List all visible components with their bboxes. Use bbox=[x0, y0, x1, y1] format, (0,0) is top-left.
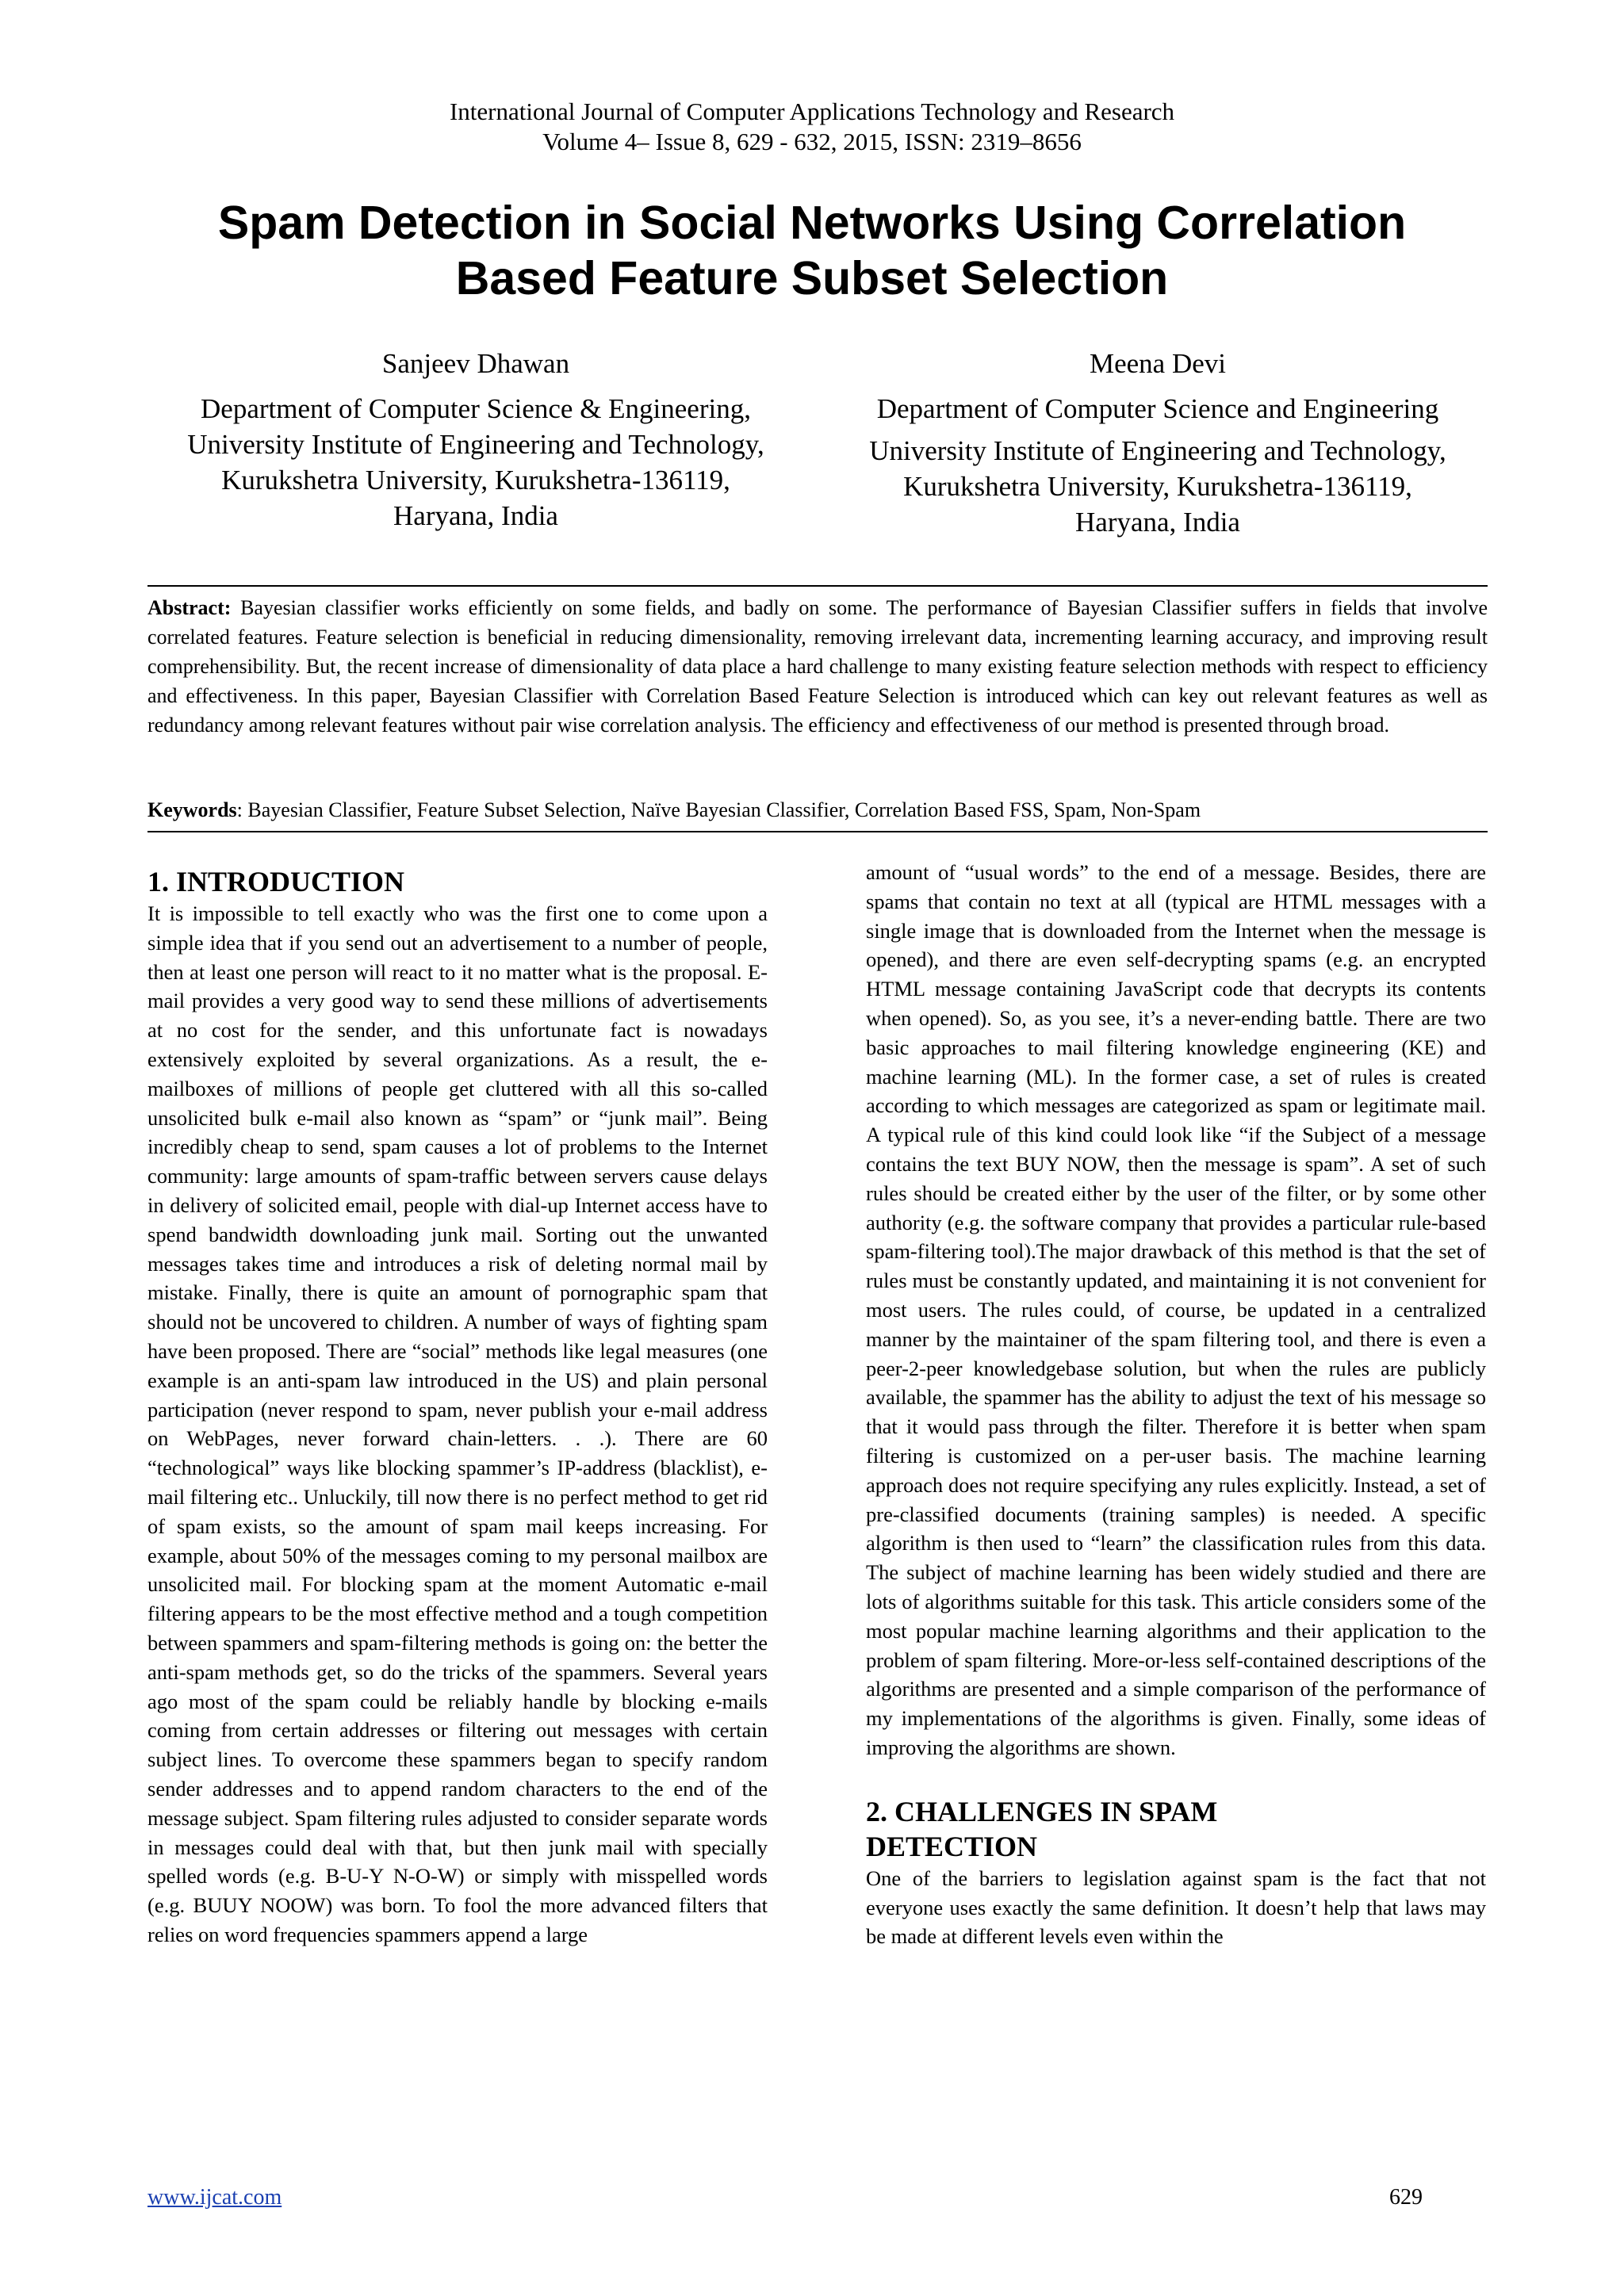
left-column bbox=[147, 864, 768, 1950]
author-affiliation-line: Department of Computer Science and Engineering bbox=[876, 393, 1439, 424]
keywords-label: Keywords bbox=[147, 798, 237, 821]
journal-title: International Journal of Computer Applications Technology and Research bbox=[449, 98, 1175, 125]
author-affiliation-line: University Institute of Engineering and Technology, bbox=[187, 429, 764, 460]
author-affiliation-line: Department of Computer Science & Engineering, bbox=[201, 393, 751, 424]
introduction-text: It is impossible to tell exactly who was the first one to come upon a simple idea that if you send out an advertisement to a number of people, then at least one person will react to it no matter what is the proposal. E-mail provides a very good way to send these millions of advertisements at no cost for the sender, and this unfortunate fact is nowadays extensively exploited by several organizations. As a result, the e-mailboxes of millions of people get cluttered with all this so-called unsolicited bulk e-mail also known as “spam” or “junk mail”. Being incredibly cheap to send, spam causes a lot of problems to the Internet community: large amounts of spam-traffic between servers cause delays in delivery of solicited email, people with dial-up Internet access have to spend bandwidth downloading junk mail. Sorting out the unwanted messages takes time and introduces a risk of deleting normal mail by mistake. Finally, there is quite an amount of pornographic spam that should not be uncovered to children. A number of ways of fighting spam have been proposed. There are “social” methods like legal measures (one example is an anti-spam law introduced in the US) and plain personal participation (never respond to spam, never publish your e-mail address on WebPages, never forward chain-letters. . .). There are 60 “technological” ways like blocking spammer’s IP-address (blacklist), e-mail filtering etc.. Unluckily, till now there is no perfect method to get rid of spam exists, so the amount of spam mail keeps increasing. For example, about 50% of the messages coming to my personal mailbox are unsolicited mail. For blocking spam at the moment Automatic e-mail filtering appears to be the most effective method and a tough competition between spammers and spam-filtering methods is going on: the better the anti-spam methods get, so do the tricks of the spammers. Several years ago most of the spam could be reliably handle by blocking e-mails coming from certain addresses or filtering out messages with certain subject lines. To overcome these spammers began to specify random sender addresses and to append random characters to the end of the message subject. Spam filtering rules adjusted to consider separate words in messages could deal with that, but then junk mail with specially spelled words (e.g. B-U-Y N-O-W) or simply with misspelled words (e.g. BUUY NOOW) was born. To fool the more advanced filters that relies on word frequencies spammers append a large bbox=[147, 901, 768, 1946]
author-affiliation-line: Kurukshetra University, Kurukshetra-136119, bbox=[221, 465, 730, 496]
author-affiliation-line: Kurukshetra University, Kurukshetra-136119, bbox=[903, 471, 1412, 502]
section-heading-introduction: 1. INTRODUCTION bbox=[147, 866, 405, 897]
author-affiliation-line: University Institute of Engineering and Technology, bbox=[869, 435, 1446, 466]
keywords-bottom-rule bbox=[147, 831, 1488, 832]
author-name: Meena Devi bbox=[1089, 348, 1226, 379]
author-block-1 bbox=[159, 346, 793, 534]
abstract-top-rule bbox=[147, 585, 1488, 587]
introduction-continued-text: amount of “usual words” to the end of a message. Besides, there are spams that contain no text at all (typical are HTML messages with a single image that is downloaded from the Internet when the message is opened), and there are even self-decrypting spams (e.g. an encrypted HTML message containing JavaScript code that decrypts its contents when opened). So, as you see, it’s a never-ending battle. There are two basic approaches to mail filtering knowledge engineering (KE) and machine learning (ML). In the former case, a set of rules is created according to which messages are categorized as spam or legitimate mail. A typical rule of this kind could look like “if the Subject of a message contains the text BUY NOW, then the message is spam”. A set of such rules should be created either by the user of the filter, or by some other authority (e.g. the software company that provides a particular rule-based spam-filtering tool).The major drawback of this method is that the set of rules must be constantly updated, and maintaining it is not convenient for most users. The rules could, of course, be updated in a centralized manner by the maintainer of the spam filtering tool, and there is even a peer-2-peer knowledgebase solution, but when the rules are publicly available, the spammer has the ability to adjust the text of his message so that it would pass through the filter. Therefore it is better when spam filtering is customized on a per-user basis. The machine learning approach does not require specifying any rules explicitly. Instead, a set of pre-classified documents (training samples) is needed. A specific algorithm is then used to “learn” the classification rules from this data. The subject of machine learning has been widely studied and there are lots of algorithms suitable for this task. This article considers some of the most popular machine learning algorithms and their application to the problem of spam filtering. More-or-less self-contained descriptions of the algorithms are presented and a simple comparison of the performance of my implementations of the algorithms is given. Finally, some ideas of improving the algorithms are shown. bbox=[866, 860, 1486, 1759]
paper-title-line1: Spam Detection in Social Networks Using Correlation bbox=[217, 197, 1407, 249]
abstract-label: Abstract: bbox=[147, 596, 232, 619]
section-heading-challenges bbox=[866, 1794, 1486, 1864]
right-column bbox=[866, 858, 1486, 1951]
author-affiliation-line: Haryana, India bbox=[393, 500, 558, 531]
author-name: Sanjeev Dhawan bbox=[381, 348, 570, 379]
abstract-text: Bayesian classifier works efficiently on some fields, and badly on some. The performance of Bayesian Classifier suffers in fields that involve correlated features. Feature selection is beneficial in reducing dimensionality, removing irrelevant data, incrementing learning accuracy, and improving result comprehensibility. But, the recent increase of dimensionality of data place a hard challenge to many existing feature selection methods with respect to efficiency and effectiveness. In this paper, Bayesian Classifier with Correlation Based Feature Selection is introduced which can key out relevant features as well as redundancy among relevant features without pair wise correlation analysis. The efficiency and effectiveness of our method is presented through broad. bbox=[147, 596, 1488, 737]
section-heading-line: 2. CHALLENGES IN SPAM bbox=[866, 1795, 1218, 1827]
journal-volume: Volume 4– Issue 8, 629 - 632, 2015, ISSN: 2319–8656 bbox=[542, 128, 1082, 155]
paper-title bbox=[0, 195, 1624, 306]
keywords-text: : Bayesian Classifier, Feature Subset Selection, Naïve Bayesian Classifier, Correlation Based FSS, Spam, Non-Spam bbox=[236, 798, 1201, 821]
journal-website-link[interactable]: www.ijcat.com bbox=[147, 2185, 282, 2210]
journal-header bbox=[0, 97, 1624, 157]
author-affiliation-line: Haryana, India bbox=[1075, 507, 1240, 538]
section-heading-line: DETECTION bbox=[866, 1830, 1038, 1862]
keywords bbox=[147, 795, 1488, 825]
author-block-2 bbox=[841, 346, 1475, 540]
challenges-text: One of the barriers to legislation against spam is the fact that not everyone uses exactly the same definition. It doesn’t help that laws may be made at different levels even within the bbox=[866, 1866, 1486, 1949]
paper-title-line2: Based Feature Subset Selection bbox=[455, 252, 1169, 304]
page-number: 629 bbox=[1389, 2185, 1423, 2210]
abstract bbox=[147, 593, 1488, 740]
